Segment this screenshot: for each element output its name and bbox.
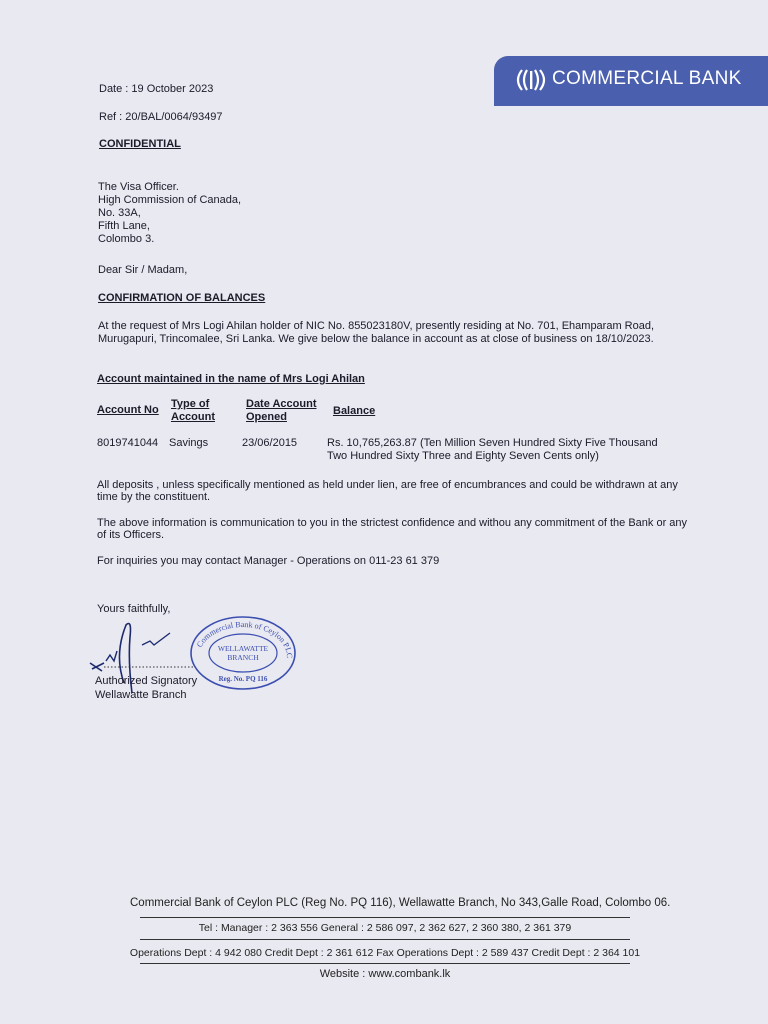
- intro-line: At the request of Mrs Logi Ahilan holder of NIC No. 855023180V, presently residing at No. 701, Ehamparam Road,: [98, 320, 655, 332]
- svg-text:Reg. No. PQ 116: Reg. No. PQ 116: [218, 675, 268, 683]
- confidence-line: of its Officers.: [97, 529, 165, 541]
- footer-website: Website : www.combank.lk: [319, 968, 451, 980]
- branch-stamp: [187, 613, 299, 698]
- col-header-opened-2: Opened: [246, 411, 287, 423]
- col-header-type-1: Type of: [171, 398, 210, 410]
- subject-heading: CONFIRMATION OF BALANCES: [98, 292, 266, 304]
- letter-ref: Ref : 20/BAL/0064/93497: [99, 111, 223, 123]
- col-header-balance: Balance: [333, 405, 376, 417]
- cell-opened: 23/06/2015: [242, 437, 298, 449]
- signatory-branch: Wellawatte Branch: [95, 689, 187, 701]
- svg-text:Commercial Bank of Ceylon PLC: Commercial Bank of Ceylon PLC: [194, 619, 295, 659]
- salutation: Dear Sir / Madam,: [98, 264, 188, 276]
- recipient-line: Fifth Lane,: [98, 220, 150, 232]
- col-header-account-no: Account No: [97, 404, 159, 416]
- intro-line: Murugapuri, Trincomalee, Sri Lanka. We give below the balance in account as at close of business on 18/10/2023.: [98, 333, 654, 345]
- footer-operations: Operations Dept : 4 942 080 Credit Dept : 2 361 612 Fax Operations Dept : 2 589 437 Credit Dept : 2 364 101: [129, 947, 641, 959]
- cell-balance-line: Two Hundred Sixty Three and Eighty Seven Cents only): [327, 450, 599, 462]
- inquiries-line: For inquiries you may contact Manager - Operations on 011-23 61 379: [97, 555, 440, 567]
- bank-logo-icon: [512, 66, 550, 99]
- footer-divider: [140, 917, 630, 918]
- deposits-line: time by the constituent.: [97, 491, 211, 503]
- svg-text:WELLAWATTE: WELLAWATTE: [217, 644, 269, 653]
- svg-text:BRANCH: BRANCH: [227, 653, 259, 662]
- col-header-opened-1: Date Account: [246, 398, 317, 410]
- footer-address: Commercial Bank of Ceylon PLC (Reg No. PQ 116), Wellawatte Branch, No 343,Galle Road, Colombo 06.: [130, 897, 671, 909]
- recipient-line: The Visa Officer.: [98, 181, 179, 193]
- deposits-line: All deposits , unless specifically mentioned as held under lien, are free of encumbrances and could be withdrawn at any: [97, 479, 678, 491]
- recipient-line: High Commission of Canada,: [98, 194, 242, 206]
- footer-tel: Tel : Manager : 2 363 556 General : 2 586 097, 2 362 627, 2 360 380, 2 361 379: [198, 922, 572, 934]
- cell-balance-line: Rs. 10,765,263.87 (Ten Million Seven Hundred Sixty Five Thousand: [327, 437, 658, 449]
- signatory-title: Authorized Signatory: [95, 675, 198, 687]
- recipient-line: Colombo 3.: [98, 233, 155, 245]
- col-header-type-2: Account: [171, 411, 215, 423]
- cell-account-no: 8019741044: [97, 437, 159, 449]
- recipient-line: No. 33A,: [98, 207, 141, 219]
- closing: Yours faithfully,: [97, 603, 171, 615]
- account-heading: Account maintained in the name of Mrs Logi Ahilan: [97, 373, 365, 385]
- cell-type: Savings: [169, 437, 209, 449]
- letter-date: Date : 19 October 2023: [99, 83, 214, 95]
- footer-divider: [140, 963, 630, 964]
- bank-name: COMMERCIAL BANK: [552, 68, 742, 89]
- confidential-label: CONFIDENTIAL: [99, 138, 181, 150]
- footer-divider: [140, 939, 630, 940]
- confidence-line: The above information is communication to you in the strictest confidence and withou any commitment of the Bank or any: [97, 517, 688, 529]
